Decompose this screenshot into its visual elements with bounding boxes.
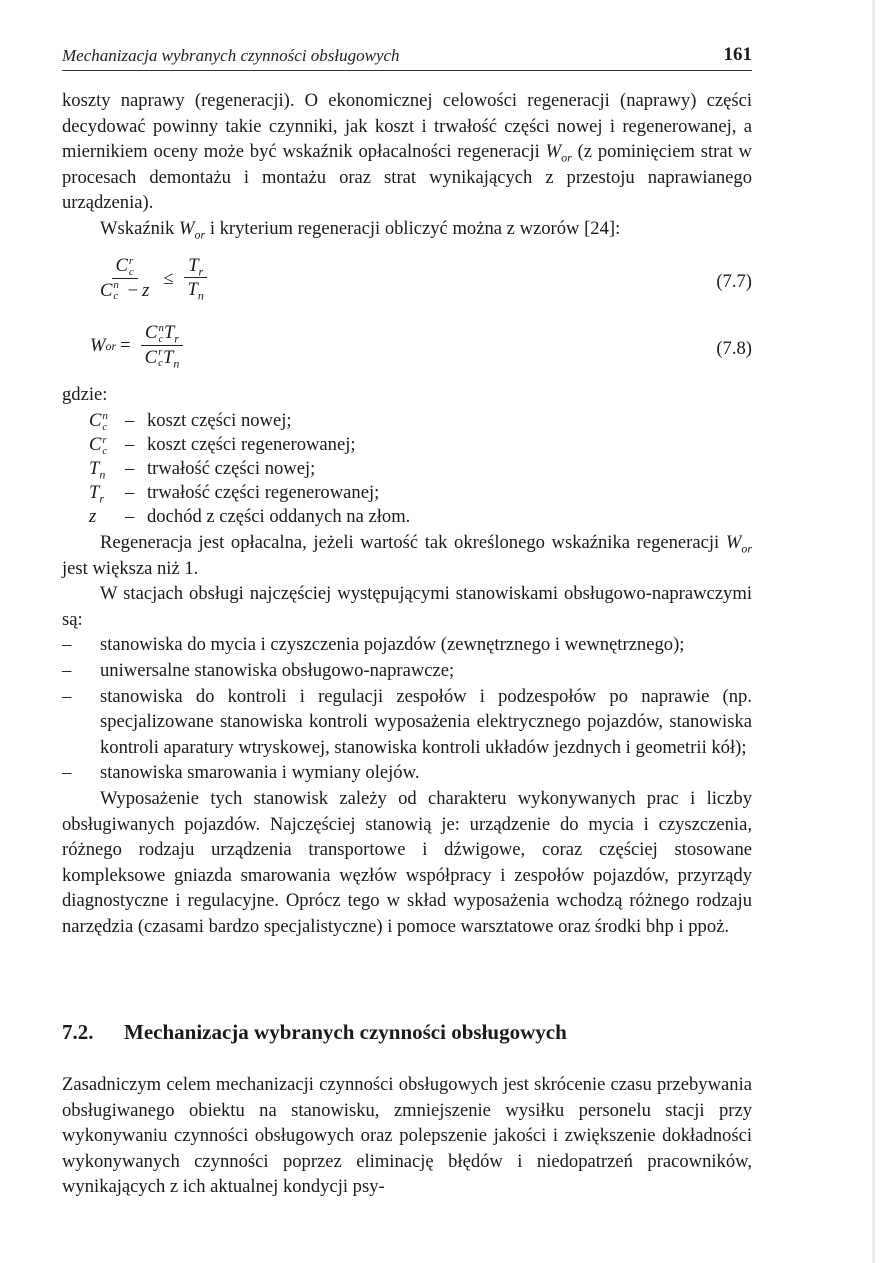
scan-edge-line xyxy=(872,0,875,1263)
paragraph-stations-intro: W stacjach obsługi najczęściej występującymi stanowiskami obsługowo-naprawczymi są: xyxy=(62,583,752,630)
list-item: – stanowiska do kontroli i regulacji zespołów i podzespołów po naprawie (np. specjalizowane stanowiska kontroli wyposażenia elektrycznego pojazdów, stanowiska kontroli aparatury wtryskowej, stanowiska kontroli układów jezdnych i geometrii kół); xyxy=(62,685,752,758)
operator-equals: = xyxy=(120,334,131,356)
equation-7-7 xyxy=(62,255,752,311)
definition-item: $T_n$ – trwałość części nowej; xyxy=(89,458,316,482)
paragraph-body: Regeneracja jest opłacalna, jeżeli wartość tak określonego wskaźnika regeneracji $W_{or}$ jest większa niż 1. W stacjach obsługi najczęściej występującymi stanowiskami obsługowo-naprawczymi są: – stanowiska do mycia i czyszczenia pojazdów (zewnętrznego i wewnętrznego); – uniwersalne stanowiska obsługowo-naprawcze; – stanowiska do kontroli i regulacji zespołów i podzespołów po naprawie (np. specjalizowane stanowiska kontroli wyposażenia elektrycznego pojazdów, stanowiska kontroli aparatury wtryskowej, stanowiska kontroli układów jezdnych i geometrii kół); – stanowiska smarowania i wymiany olejów. Wyposażenie tych stanowisk zależy od charakteru wykonywanych prac i liczby obsługiwanych pojazdów. Najczęściej stanowią je: urządzenie do mycia i czyszczenia, różnego rodzaju urządzenia transportowe i dźwigowe, coraz częściej stosowane kompleksowe gniazda smarowania węzłów współpracy i zespołów pojazdów, przyrządy diagnostyczne i regulacyjne. Oprócz tego w skład wyposażenia wchodzą różnego rodzaju narzędzia (czasami bardzo specjalistyczne) i pomoce warsztatowe oraz środki bhp i ppoż. xyxy=(62,530,752,940)
paragraph-mechanization-goal: Zasadniczym celem mechanizacji czynności obsługowych jest skrócenie czasu przebywania obsługiwanego obiektu na stanowisku, zmniejszenie wysiłku personelu stacji przy wykonywaniu czynności obsługowych oraz polepszenie jakości i zwiększenie dokładności wykonywanych czynności poprzez eliminację błędów i niedopatrzeń pracowników, wynikających z ich aktualnej kondycji psy- xyxy=(62,1074,752,1198)
equation-number: (7.7) xyxy=(716,271,752,292)
section-title: Mechanizacja wybranych czynności obsługowych xyxy=(124,1020,567,1044)
page-number: 161 xyxy=(723,44,752,65)
list-item: – stanowiska smarowania i wymiany olejów. xyxy=(62,762,420,784)
paragraph-regeneration-costs xyxy=(62,88,752,242)
paragraph-text: koszty naprawy (regeneracji). O ekonomicznej celowości regeneracji (naprawy) części decydować powinny takie czynniki, jak koszt i trwałość części nowej i regenerowanej, a miernikiem oceny może być wskaźnik opłacalności regeneracji xyxy=(62,90,752,163)
operator-leq: ≤ xyxy=(163,267,174,289)
paragraph-text: i kryterium regeneracji obliczyć można z wzorów [24]: xyxy=(205,217,621,239)
paragraph-equipment: Wyposażenie tych stanowisk zależy od charakteru wykonywanych prac i liczby obsługiwanych pojazdów. Najczęściej stanowią je: urządzenie do mycia i czyszczenia, różnego rodzaju urządzenia transportowe i dźwigowe, coraz częściej stosowane kompleksowe gniazda smarowania węzłów współpracy i zespołów pojazdów, przyrządy diagnostyczne i regulacyjne. Oprócz tego w skład wyposażenia wchodzą różnego rodzaju narzędzia (czasami bardzo specjalistyczne) i pomoce warsztatowe oraz środki bhp i ppoż. xyxy=(62,787,752,937)
list-item: – uniwersalne stanowiska obsługowo-naprawcze; xyxy=(62,659,455,681)
section-heading xyxy=(62,1020,567,1045)
formula: W or = C n c $T_r$ C r c $T_n$ xyxy=(90,322,189,370)
definition-item: C r c – koszt części regenerowanej; xyxy=(89,433,356,457)
symbol-subscript: or xyxy=(194,227,206,242)
symbol-definitions xyxy=(89,409,410,529)
formula xyxy=(90,255,214,303)
list-item: – stanowiska do mycia i czyszczenia pojazdów (zewnętrznego i wewnętrznego); xyxy=(62,634,685,656)
equation-7-8 xyxy=(62,322,752,378)
where-label: gdzie: xyxy=(62,384,108,405)
symbol-w: W xyxy=(179,217,195,239)
paragraph-text: (z pominięciem strat w procesach demontażu i montażu oraz strat wynikających z przestoju naprawianego urządzenia). xyxy=(62,141,752,214)
paragraph-text: Wskaźnik xyxy=(100,217,179,239)
definition-item: z – dochód z części oddanych na złom. xyxy=(89,506,411,527)
running-title: Mechanizacja wybranych czynności obsługowych xyxy=(62,46,400,65)
symbol-subscript: or xyxy=(561,150,572,165)
page-header xyxy=(62,44,752,71)
fraction: $\frac{T_r}{T_n}$ xyxy=(184,255,208,302)
symbol-w: W xyxy=(90,334,106,356)
symbol-c: C xyxy=(100,279,113,301)
symbol-w: W xyxy=(545,141,562,163)
symbol-c: C xyxy=(115,255,128,276)
definition-item: $T_r$ – trwałość części regenerowanej; xyxy=(89,482,380,506)
equation-number: (7.8) xyxy=(716,338,752,359)
fraction: C r c C n c − z xyxy=(100,254,150,303)
fraction: C n c $T_r$ C r c $T_n$ xyxy=(141,322,184,370)
section-number: 7.2. xyxy=(62,1020,94,1044)
definition-item: C n c – koszt części nowej; xyxy=(89,409,292,433)
